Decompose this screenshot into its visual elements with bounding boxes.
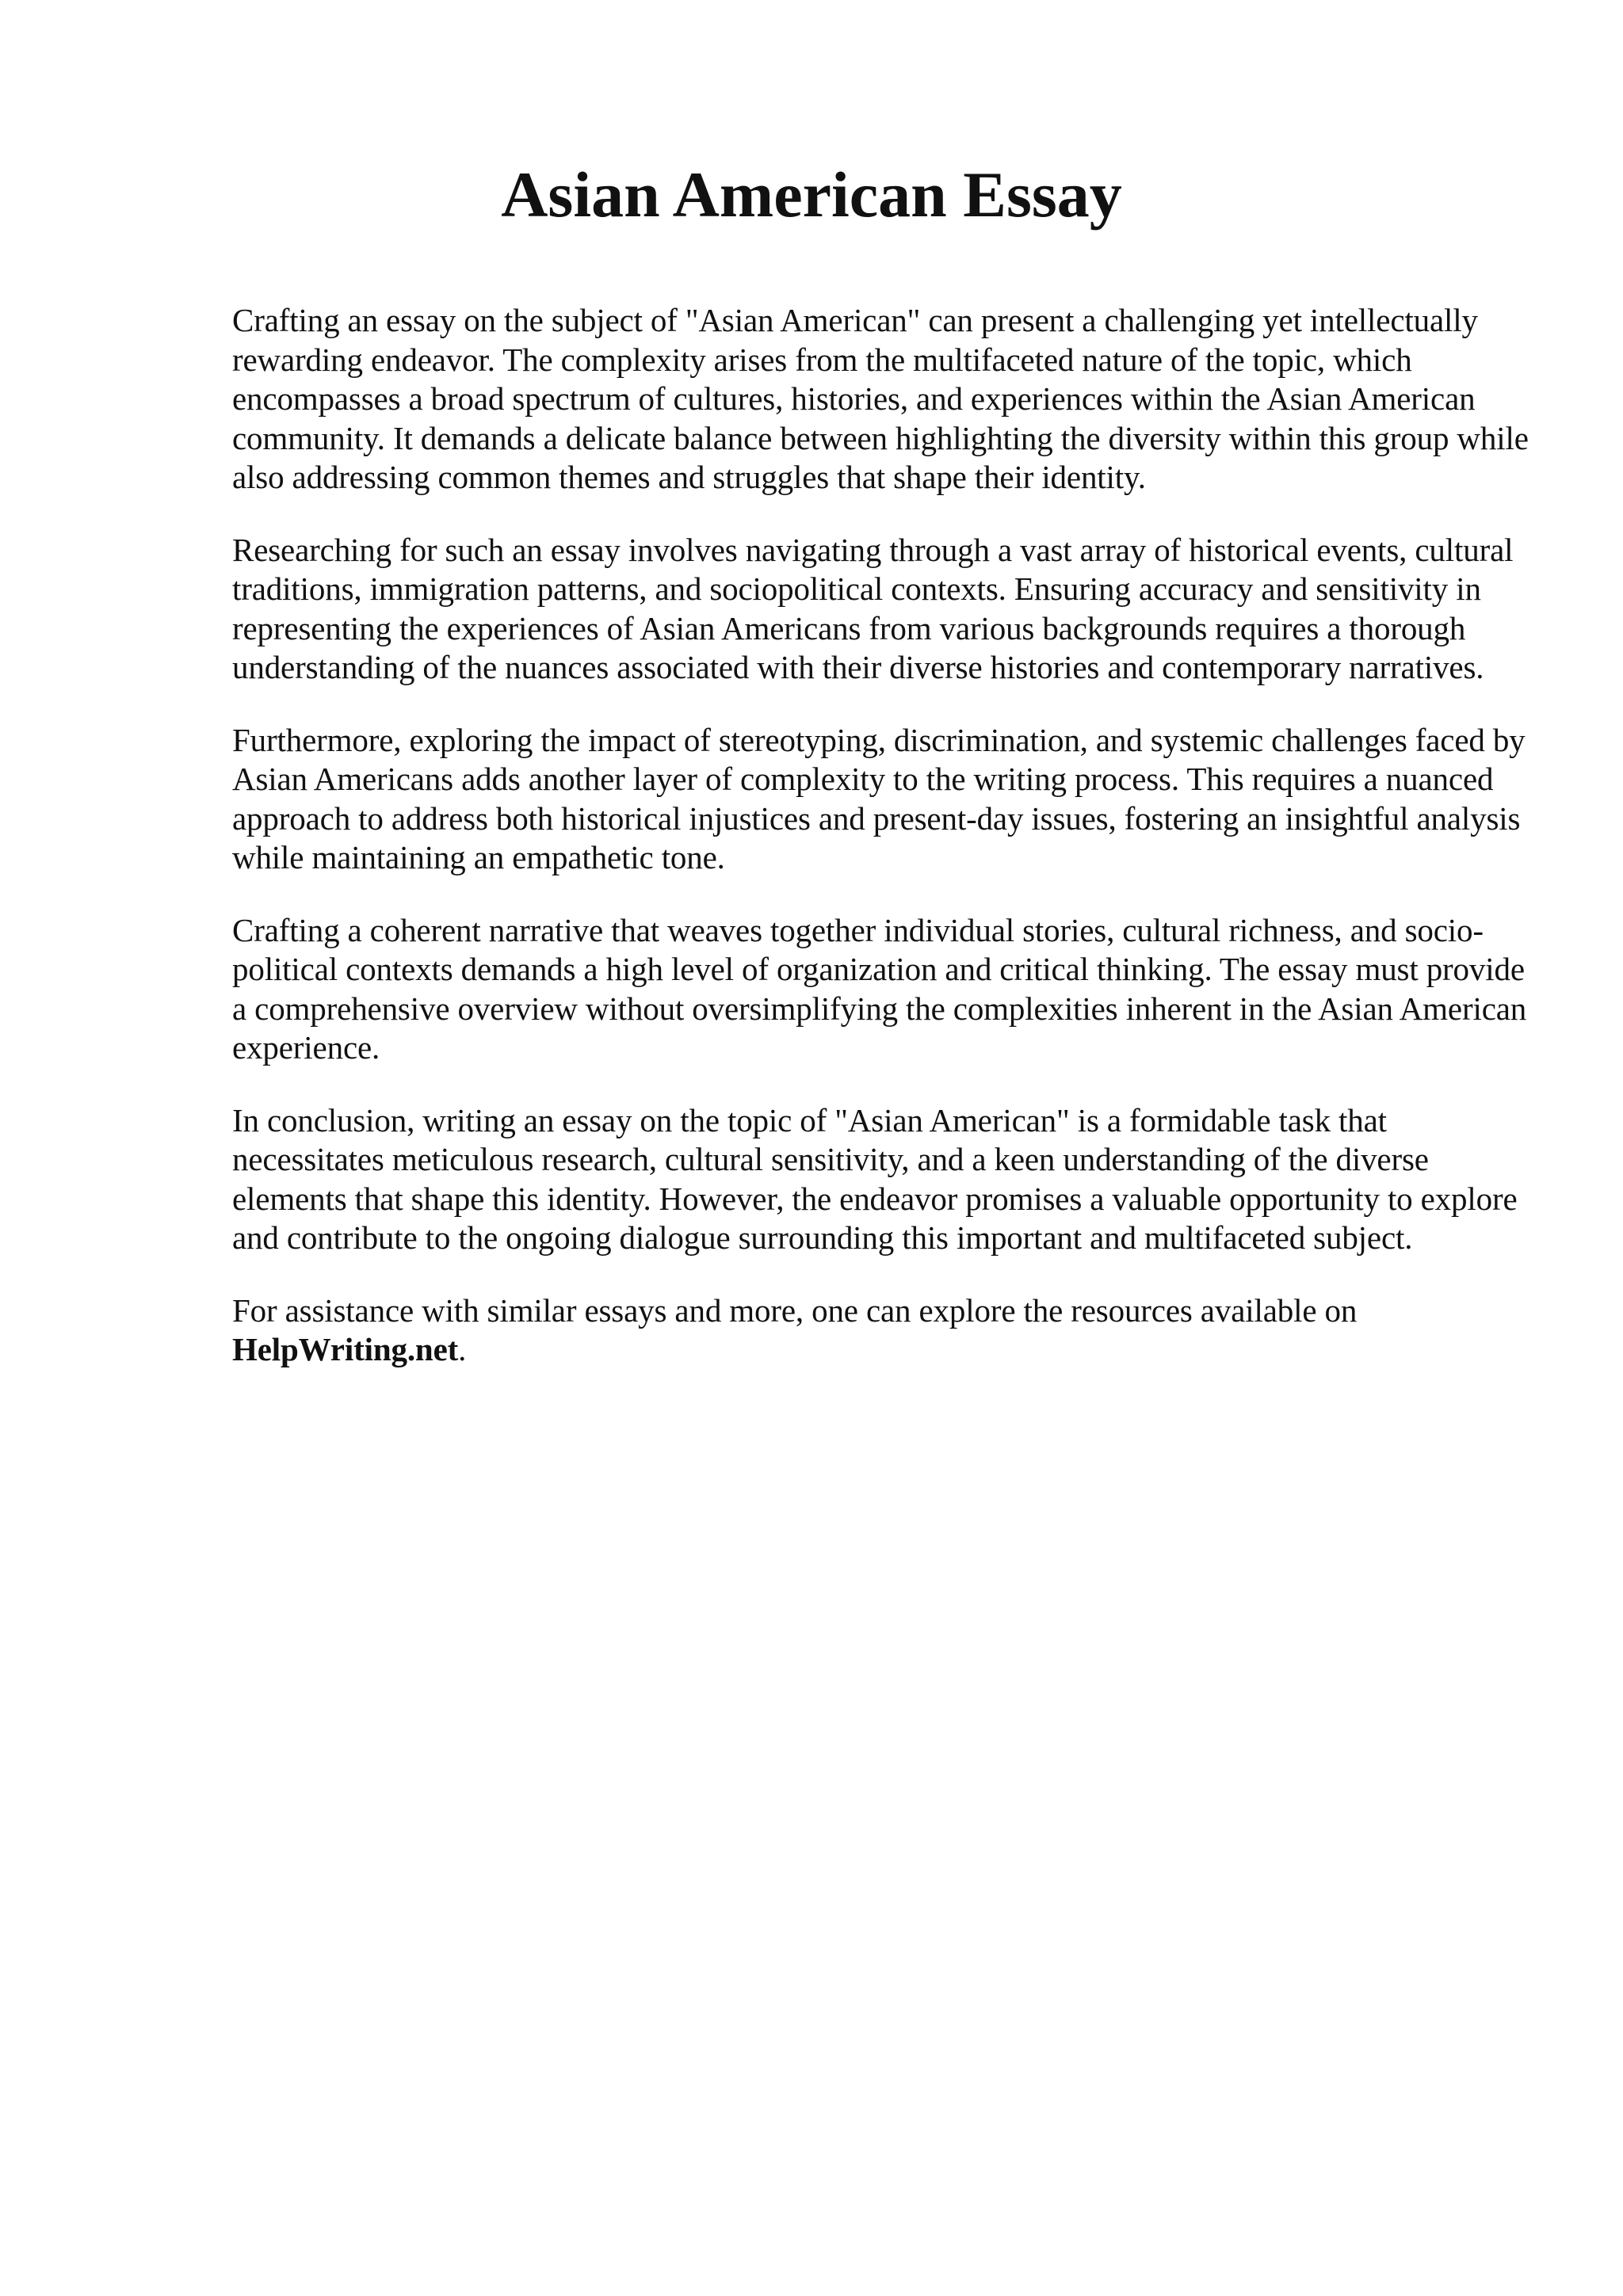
closing-text: For assistance with similar essays and more, one can explore the resources available on (232, 1291, 1358, 1329)
paragraph-2: Researching for such an essay involves navigating through a vast array of historical events, cultural traditions, immigration patterns, and sociopolitical contexts. Ensuring accuracy and sensitivity in representing the experiences of Asian Americans from various backgrounds requires a thorough understanding of the nuances associated with their diverse histories and contemporary narratives. (232, 531, 1514, 685)
page-title: Asian American Essay (501, 158, 1122, 231)
closing-paragraph (232, 1291, 1532, 1370)
paragraph-4: Crafting a coherent narrative that weaves together individual stories, cultural richness, and socio-political contexts demands a high level of organization and critical thinking. The essay must provide a comprehensive overview without oversimplifying the complexities inherent in the Asian American experience. (232, 911, 1527, 1066)
paragraph-5: In conclusion, writing an essay on the topic of "Asian American" is a formidable task that necessitates meticulous research, cultural sensitivity, and a keen understanding of the diverse elements that shape this identity. However, the endeavor promises a valuable opportunity to explore and contribute to the ongoing dialogue surrounding this important and multifaceted subject. (232, 1101, 1518, 1256)
closing-period: . (458, 1331, 467, 1367)
brand-link[interactable]: HelpWriting.net (232, 1331, 459, 1367)
essay-body (232, 301, 1532, 1403)
paragraph-3: Furthermore, exploring the impact of stereotyping, discrimination, and systemic challenges faced by Asian Americans adds another layer of complexity to the writing process. This requires a nuanced approach to address both historical injustices and present-day issues, fostering an insightful analysis while maintaining an empathetic tone. (232, 721, 1526, 875)
paragraph-1: Crafting an essay on the subject of "Asian American" can present a challenging yet intellectually rewarding endeavor. The complexity arises from the multifaceted nature of the topic, which encompasses a broad spectrum of cultures, histories, and experiences within the Asian American community. It demands a delicate balance between highlighting the diversity within this group while also addressing common themes and struggles that shape their identity. (232, 302, 1529, 495)
